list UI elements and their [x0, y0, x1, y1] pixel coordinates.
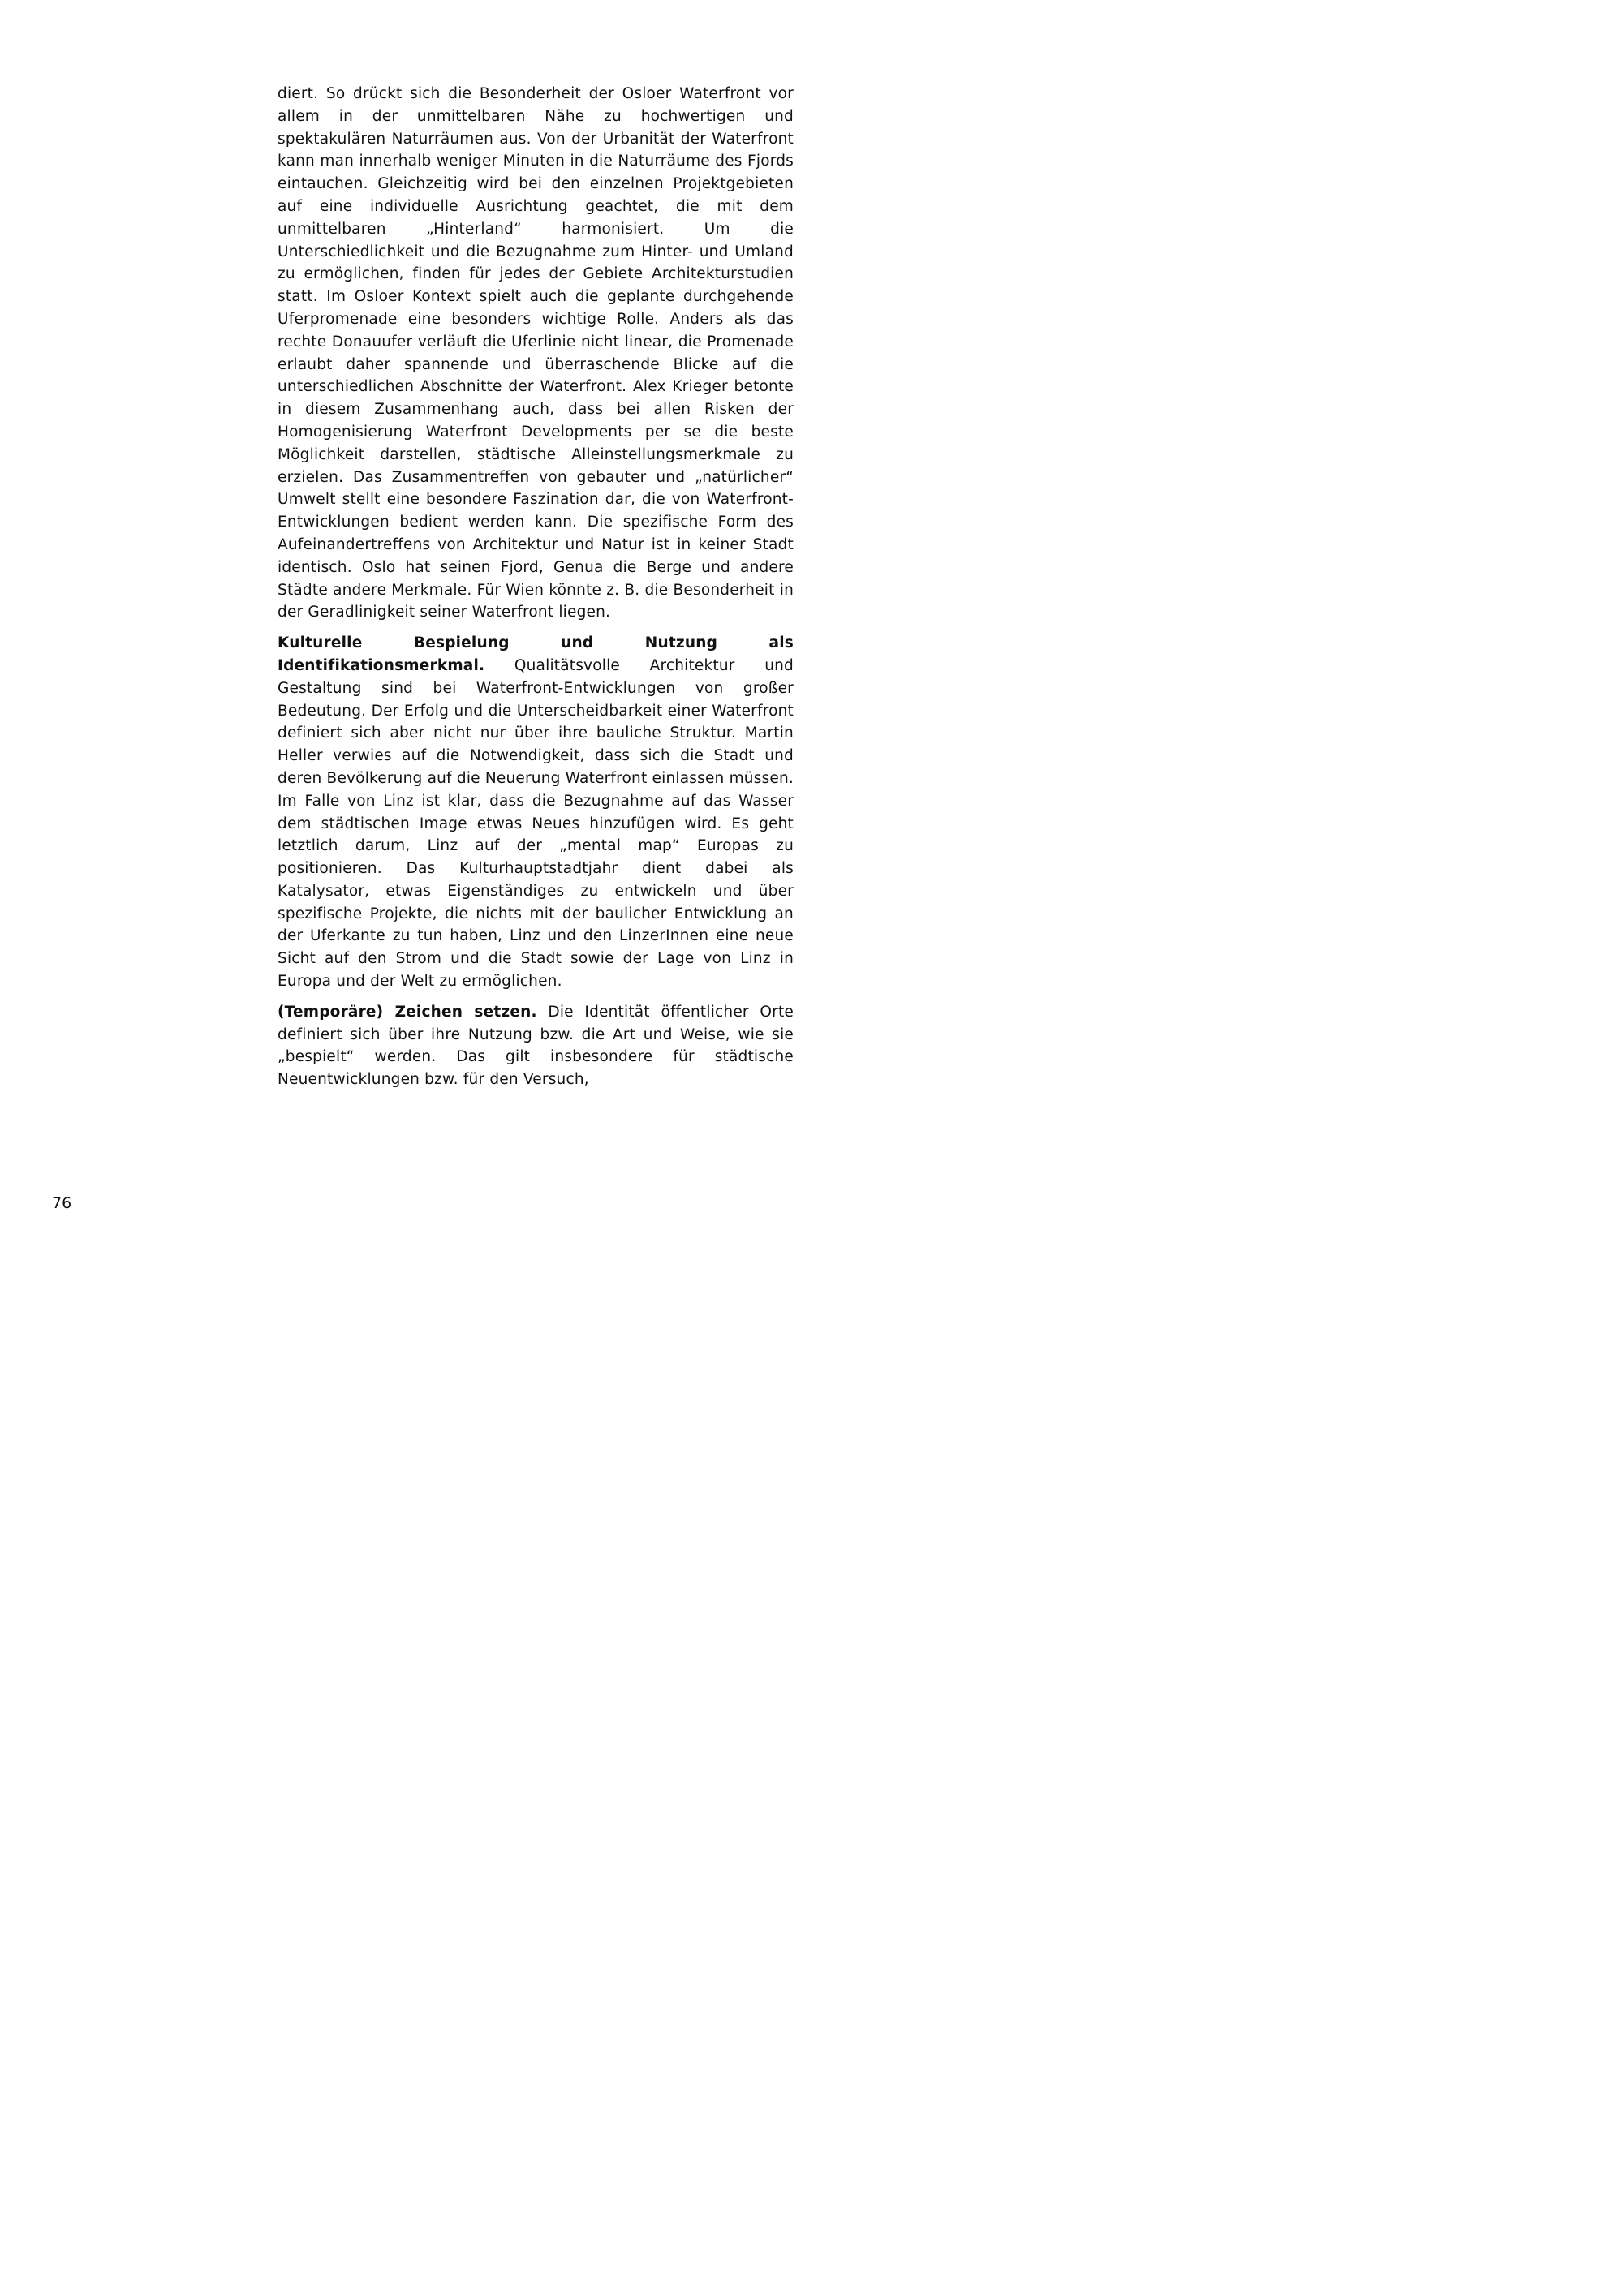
text-column [278, 83, 794, 1091]
paragraph-text: diert. So drückt sich die Besonderheit der Osloer Waterfront vor allem in der unmittelbaren Nähe zu hochwertigen und spektakulären Naturräumen aus. Von der Urbanität der Waterfront kann man innerhalb weniger Minuten in die Naturräume des Fjords eintauchen. Gleichzeitig wird bei den einzelnen Projektgebieten auf eine individuelle Ausrichtung geachtet, die mit dem unmittelbaren „Hinterland“ harmonisiert. Um die Unterschiedlichkeit und die Bezugnahme zum Hinter- und Umland zu ermöglichen, finden für jedes der Gebiete Architekturstudien statt. Im Osloer Kontext spielt auch die geplante durchgehende Uferpromenade eine besonders wichtige Rolle. Anders als das rechte Donauufer verläuft die Uferlinie nicht linear, die Promenade erlaubt daher spannende und überraschende Blicke auf die unterschiedlichen Abschnitte der Waterfront. Alex Krieger betonte in diesem Zusammenhang auch, dass bei allen Risken der Homogenisierung Waterfront Developments per se die beste Möglichkeit darstellen, städtische Alleinstellungsmerkmale zu erzielen. Das Zusammentreffen von gebauter und „natürlicher“ Umwelt stellt eine besondere Faszination dar, die von Waterfront-Entwicklungen bedient werden kann. Die spezifische Form des Aufeinandertreffens von Architektur und Natur ist in keiner Stadt identisch. Oslo hat seinen Fjord, Genua die Berge und andere Städte andere Merkmale. Für Wien könnte z. B. die Besonderheit in der Geradlinigkeit seiner Waterfront liegen. [278, 85, 794, 621]
paragraph-run-in-heading: Kulturelle Bespielung und Nutzung als Identifikationsmerkmal. [278, 634, 794, 674]
document-page [0, 0, 900, 1272]
page-number: 76 [52, 1194, 72, 1212]
body-paragraph-1 [278, 83, 794, 624]
body-paragraph-2 [278, 632, 794, 993]
body-paragraph-3 [278, 1001, 794, 1091]
paragraph-text: Die Identität öffentlicher Orte definiert sich über ihre Nutzung bzw. die Art und Weise, wie sie „bespielt“ werden. Das gilt insbesondere für städtische Neuentwicklungen bzw. für den Versuch, [278, 1003, 794, 1089]
paragraph-text: Qualitätsvolle Architektur und Gestaltung sind bei Waterfront-Entwicklungen von großer Bedeutung. Der Erfolg und die Unterscheidbarkeit einer Waterfront definiert sich aber nicht nur über ihre bauliche Struktur. Martin Heller verwies auf die Notwendigkeit, dass sich die Stadt und deren Bevölkerung auf die Neuerung Waterfront einlassen müssen. Im Falle von Linz ist klar, dass die Bezugnahme auf das Wasser dem städtischen Image etwas Neues hinzufügen wird. Es geht letztlich darum, Linz auf der „mental map“ Europas zu positionieren. Das Kulturhauptstadtjahr dient dabei als Katalysator, etwas Eigenständiges zu entwickeln und über spezifische Projekte, die nichts mit der baulicher Entwicklung an der Uferkante zu tun haben, Linz und den LinzerInnen eine neue Sicht auf den Strom und die Stadt sowie der Lage von Linz in Europa und der Welt zu ermöglichen. [278, 656, 794, 991]
paragraph-run-in-heading: (Temporäre) Zeichen setzen. [278, 1003, 537, 1021]
